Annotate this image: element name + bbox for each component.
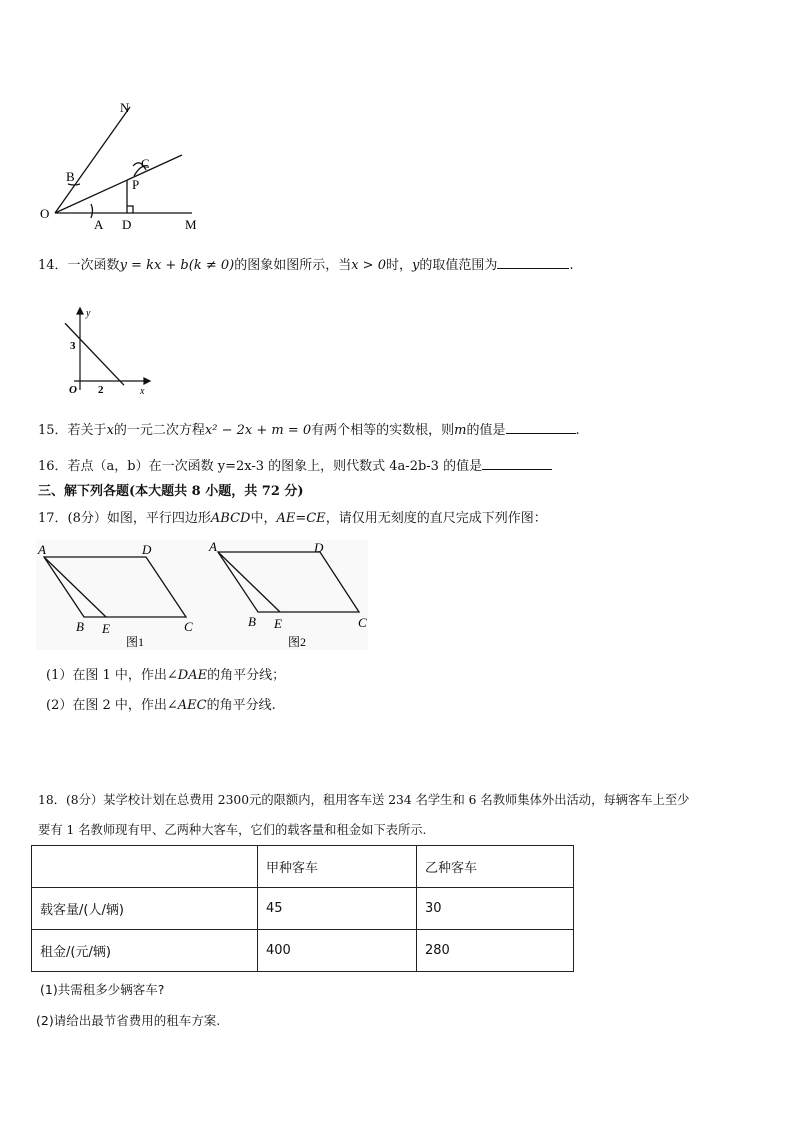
table-cell: [32, 846, 258, 888]
table-cell: 45: [258, 888, 417, 930]
answer-blank[interactable]: [506, 421, 576, 434]
q14-condition: x > 0: [351, 258, 386, 273]
parallelogram-figures: [36, 540, 368, 650]
q15-m: m: [454, 423, 467, 438]
q14-text-3: 时，: [385, 258, 412, 273]
arc-mark-a: [91, 204, 93, 218]
label-m: M: [185, 217, 197, 232]
q17-1-angle: ∠DAE: [166, 668, 208, 683]
table-cell: 载客量/(人/辆): [32, 888, 258, 930]
q17-2-text-2: 的角平分线.: [206, 698, 276, 713]
q15-text-2: 的一元二次方程: [113, 423, 205, 438]
question-number: 15．: [38, 423, 68, 438]
q14-text-1: 一次函数: [67, 258, 120, 273]
question-18-part-1: (1)共需租多少辆客车?: [40, 982, 165, 997]
linear-function-graph: [60, 300, 160, 400]
q14-text-2: 的图象如图所示，当: [234, 258, 352, 273]
table-cell: 乙种客车: [417, 846, 574, 888]
q17-aece: AE=CE: [276, 511, 326, 526]
x-axis-label: x: [140, 386, 145, 397]
x-intercept-label: 2: [98, 384, 104, 396]
label-n: N: [120, 100, 130, 115]
bus-rental-table: [31, 845, 574, 972]
function-line: [65, 323, 124, 385]
table-row: [32, 930, 574, 972]
q17-text-1: 17．(8分）如图，平行四边形: [38, 511, 211, 526]
ray-on: [55, 107, 130, 213]
angle-construction-figure: [36, 98, 216, 234]
answer-blank[interactable]: [497, 256, 569, 269]
q17-1-text-1: (1）在图 1 中，作出: [46, 668, 167, 683]
q15-equation: x² − 2x + m = 0: [204, 423, 312, 438]
y-axis-arrow: [77, 308, 83, 314]
fig1-label-e: E: [102, 621, 110, 636]
y-intercept-label: 3: [70, 340, 76, 352]
fig2-label-b: B: [248, 614, 256, 629]
q14-variable: y: [412, 258, 420, 273]
table-header-row: [32, 846, 574, 888]
arc-mark-b: [68, 184, 80, 185]
table-cell: 甲种客车: [258, 846, 417, 888]
q14-end: .: [569, 258, 574, 273]
table-cell: 租金/(元/辆): [32, 930, 258, 972]
label-b: B: [66, 169, 75, 184]
y-axis-label: y: [86, 308, 91, 319]
question-16: [38, 457, 552, 476]
label-a: A: [94, 217, 104, 232]
label-o: O: [40, 206, 50, 221]
label-p: P: [132, 177, 140, 192]
question-17-part-1: [46, 667, 285, 685]
section-heading: 三、解下列各题(本大题共 8 小题，共 72 分): [38, 484, 304, 499]
answer-blank[interactable]: [482, 457, 552, 470]
q17-1-text-2: 的角平分线；: [207, 668, 286, 683]
right-angle-mark: [127, 206, 133, 213]
question-18-part-2: (2)请给出最节省费用的租车方案.: [36, 1013, 221, 1028]
x-axis-arrow: [144, 378, 150, 384]
q17-2-angle: ∠AEC: [166, 698, 207, 713]
q14-formula: y = kx + b(k ≠ 0): [119, 258, 235, 273]
table-cell: 30: [417, 888, 574, 930]
q17-abcd: ABCD: [210, 511, 251, 526]
question-17: [38, 510, 547, 528]
question-14: [38, 256, 574, 275]
fig1-label-a: A: [38, 542, 46, 557]
question-18-line-1: 18．(8分）某学校计划在总费用 2300元的限额内，租用客车送 234 名学生和 6 名教师集体外出活动，每辆客车上至少: [38, 793, 690, 807]
question-number: 14．: [38, 258, 68, 273]
label-c: C: [141, 156, 150, 171]
q15-text-1: 若关于: [67, 423, 107, 438]
fig2-label-e: E: [274, 616, 282, 631]
question-17-part-2: [46, 697, 276, 715]
fig1-label-b: B: [76, 619, 84, 634]
fig2-caption: 图2: [288, 635, 307, 649]
q15-text-3: 有两个相等的实数根，则: [311, 423, 455, 438]
q16-text: 16．若点（a，b）在一次函数 y=2x-3 的图象上，则代数式 4a-2b-3 的值是: [38, 459, 483, 474]
question-18-line-2: 要有 1 名教师现有甲、乙两种大客车，它们的载客量和租金如下表所示.: [38, 823, 427, 837]
table-row: [32, 888, 574, 930]
label-d: D: [122, 217, 132, 232]
q14-text-4: 的取值范围为: [419, 258, 498, 273]
ray-oc: [55, 155, 182, 213]
q17-text-3: ，请仅用无刻度的直尺完成下列作图：: [325, 511, 547, 526]
fig1-label-d: D: [142, 542, 152, 557]
fig1-caption: 图1: [126, 635, 145, 649]
fig2-label-d: D: [314, 540, 324, 555]
q15-end: .: [575, 423, 580, 438]
table-cell: 400: [258, 930, 417, 972]
origin-label: O: [69, 384, 77, 396]
question-15: [38, 421, 580, 440]
q15-variable: x: [106, 423, 114, 438]
fig2-label-a: A: [209, 540, 217, 554]
q17-text-2: 中，: [250, 511, 277, 526]
q15-text-4: 的值是: [466, 423, 506, 438]
table-cell: 280: [417, 930, 574, 972]
fig1-label-c: C: [184, 619, 193, 634]
fig2-label-c: C: [358, 615, 367, 630]
q17-2-text-1: (2）在图 2 中，作出: [46, 698, 167, 713]
